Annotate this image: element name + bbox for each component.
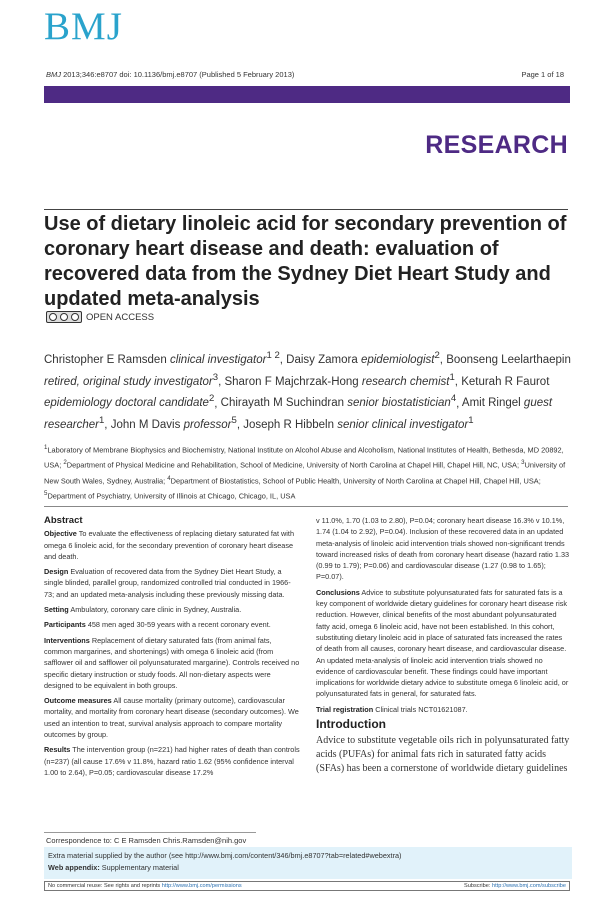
abstract-column-right xyxy=(316,515,570,776)
author-name: Daisy Zamora xyxy=(286,353,358,366)
author-name: Boonseng Leelarthaepin xyxy=(446,353,571,366)
subscribe-label: Subscribe: xyxy=(464,883,492,889)
web-appendix-link[interactable]: Supplementary material xyxy=(101,863,179,872)
affiliation-marker: 4 xyxy=(167,474,171,482)
affiliation-marker: 5 xyxy=(44,489,48,497)
author-role: senior clinical investigator xyxy=(337,419,469,432)
web-appendix-label: Web appendix: xyxy=(48,863,100,872)
author xyxy=(286,350,440,366)
results-text: The intervention group (n=221) had higher rates of death than controls (n=237) (all cause 17.6% v 11.8%, hazard ratio 1.62 (95% confidence interval 1.00 to 2.64), P=0.05; cardiovascular disease 17.2% xyxy=(44,745,300,777)
setting-label: Setting xyxy=(44,605,69,615)
abstract-results-continued: v 11.0%, 1.70 (1.03 to 2.80), P=0.04; coronary heart disease 16.3% v 10.1%, 1.74 (1.04 to 2.92), P=0.04). Inclusion of these recovered data in an updated meta-analysis of linoleic acid intervention trials showed non-significant trends toward increased risks of death from coronary heart disease (hazard ratio 1.33 (0.99 to 1.79); P=0.06) and cardiovascular disease (1.27 (0.98 to 1.65); P=0.07). xyxy=(316,516,570,582)
author-role: professor xyxy=(183,419,232,432)
abstract-heading: Abstract xyxy=(44,515,83,526)
author-name: Keturah R Faurot xyxy=(461,375,550,388)
section-label: RESEARCH xyxy=(425,131,568,159)
introduction-heading: Introduction xyxy=(316,717,386,732)
affiliation-marker: 2 xyxy=(63,459,67,467)
affiliation-text: Department of Psychiatry, University of Illinois at Chicago, Chicago, IL, USA xyxy=(47,491,296,501)
author-name: Christopher E Ramsden xyxy=(44,353,167,366)
permissions-link[interactable]: http://www.bmj.com/permissions xyxy=(161,883,242,889)
trial-text: Clinical trials NCT01621087. xyxy=(375,704,468,714)
author-affiliation-marker: 1 xyxy=(449,371,455,383)
abstract-trial-registration xyxy=(316,704,570,715)
author-affiliation-marker: 2 xyxy=(208,393,215,405)
interventions-label: Interventions xyxy=(44,635,90,645)
subscribe-note xyxy=(464,883,566,889)
affiliation-marker: 1 xyxy=(44,444,48,451)
citation-details: 2013;346:e8707 doi: 10.1136/bmj.e8707 (Published 5 February 2013) xyxy=(61,70,295,79)
author-role: epidemiology doctoral candidate xyxy=(44,397,209,410)
page-number: Page 1 of 18 xyxy=(521,70,564,79)
author-role: clinical investigator xyxy=(169,353,267,366)
footnote-rule xyxy=(44,832,256,833)
citation-line xyxy=(46,70,294,79)
conclusions-label: Conclusions xyxy=(316,587,360,597)
affiliation-text: Department of Biostatistics, School of Public Health, University of North Carolina at Chapel Hill, Chapel Hill, USA; xyxy=(170,476,541,485)
author-role: guest researcher xyxy=(44,397,553,432)
correspondence-note: Correspondence to: C E Ramsden Chris.Ramsden@nih.gov xyxy=(46,836,247,845)
author xyxy=(243,415,474,432)
objective-text: To evaluate the effectiveness of replacing dietary saturated fat with omega 6 linoleic acid, for the secondary prevention of coronary heart disease and death. xyxy=(44,529,295,561)
affiliation-text: University of New South Wales, Sydney, Australia; xyxy=(44,460,566,485)
abstract-conclusions xyxy=(316,587,570,700)
citation-journal: BMJ xyxy=(46,70,61,79)
setting-text: Ambulatory, coronary care clinic in Sydney, Australia. xyxy=(70,605,242,615)
author xyxy=(220,393,457,410)
outcomes-label: Outcome measures xyxy=(44,696,112,706)
author-affiliation-marker: 1 xyxy=(98,415,105,427)
open-access-label: OPEN ACCESS xyxy=(86,311,155,323)
trial-label: Trial registration xyxy=(316,704,374,714)
abstract-participants xyxy=(44,619,300,630)
abstract-results xyxy=(44,744,300,778)
abstract-design xyxy=(44,566,300,600)
author-affiliation-marker: 1 2 xyxy=(266,350,280,361)
open-access-row xyxy=(46,311,154,323)
footer-bar xyxy=(44,881,570,891)
author-role: retired, original study investigator xyxy=(44,375,213,388)
author-affiliation-marker: 1 xyxy=(468,415,474,427)
author-name: Chirayath M Suchindran xyxy=(220,397,345,410)
design-text: Evaluation of recovered data from the Sydney Diet Heart Study, a single blinded, parallel group, randomized controlled trial conducted in 1966-73; and an updated meta-analysis including these previously missing data. xyxy=(44,567,291,599)
author-affiliation-marker: 4 xyxy=(450,393,457,405)
author-affiliation-marker: 5 xyxy=(231,415,237,427)
author-name: Joseph R Hibbeln xyxy=(243,419,334,432)
author xyxy=(44,350,280,366)
conclusions-text: Advice to substitute polyunsaturated fats for saturated fats is a key component of worldwide dietary guidelines for coronary heart disease risk reduction. However, clinical benefits of the most abundant polyunsaturated fatty acid, omega 6 linoleic acid, have not been established. In this cohort, substituting dietary linoleic acid in place of saturated fats increased the rates of death from all causes, coronary heart disease, and cardiovascular disease. An updated meta-analysis of linoleic acid intervention trials showed no evidence of cardiovascular benefit. These findings could have important implications for worldwide dietary advice to substitute omega 6 linoleic acid, or polyunsaturated fats in general, for saturated fats. xyxy=(316,587,569,699)
reuse-label: No commercial reuse: See rights and reprints xyxy=(48,883,162,889)
author xyxy=(110,415,237,432)
design-label: Design xyxy=(44,567,69,577)
affiliation-marker: 3 xyxy=(521,459,525,467)
subscribe-link[interactable]: http://www.bmj.com/subscribe xyxy=(492,883,566,889)
abstract-column-left xyxy=(44,515,300,782)
author-list: Christopher E Ramsden clinical investigator$^{1 2}$, Daisy Zamora epidemiologist$^2$, Boonseng Leelarthaepin retired, original study investigator$^3$, Sharon F Majchrzak-Hong research chemist$^1$, Keturah R Faurot epidemiology doctoral candidate$^2$, Chirayath M Suchindran senior biostatistician$^4$, Amit Ringel guest researcher$^1$, John M Davis professor$^5$, Joseph R Hibbeln senior clinical investigator$^1$ xyxy=(44,350,571,432)
section-divider xyxy=(44,506,568,507)
web-appendix-note xyxy=(48,863,179,872)
participants-label: Participants xyxy=(44,620,86,630)
abstract-outcomes xyxy=(44,695,300,740)
extra-material-note: Extra material supplied by the author (see http://www.bmj.com/content/346/bmj.e8707?tab=related#webextra) xyxy=(48,851,402,860)
author-name: John M Davis xyxy=(110,419,181,432)
author-name: Sharon F Majchrzak-Hong xyxy=(224,375,359,388)
author-affiliation-marker: 3 xyxy=(212,371,219,383)
author-affiliation-marker: 2 xyxy=(434,350,440,361)
affiliation-text: Laboratory of Membrane Biophysics and Biochemistry, National Institute on Alcohol Abuse and Alcoholism, National Institutes of Health, Bethesda, MD 20892, USA; xyxy=(44,445,564,470)
affiliations xyxy=(44,442,574,503)
author-role: epidemiologist xyxy=(360,353,435,366)
title-rule xyxy=(44,209,568,210)
abstract-setting xyxy=(44,604,300,615)
introduction-text: Advice to substitute vegetable oils rich in polyunsaturated fatty acids (PUFAs) for animal fats rich in saturated fatty acids (SFAs) has been a cornerstone of worldwide dietary guidelines xyxy=(316,735,570,775)
header-band xyxy=(44,86,570,103)
author-role: research chemist xyxy=(361,375,450,388)
participants-text: 458 men aged 30-59 years with a recent coronary event. xyxy=(87,620,271,630)
author-name: Amit Ringel xyxy=(461,397,521,410)
outcomes-text: All cause mortality (primary outcome), cardiovascular mortality, and mortality from coronary heart disease (secondary outcomes). We used an intention to treat, survival analysis approach to compare mortality outcomes by group. xyxy=(44,696,299,740)
reuse-note xyxy=(48,883,242,889)
abstract-objective xyxy=(44,528,300,562)
author xyxy=(224,371,455,388)
objective-label: Objective xyxy=(44,529,77,539)
author-role: senior biostatistician xyxy=(347,397,451,410)
abstract-interventions xyxy=(44,635,300,691)
bmj-logo[interactable]: BMJ xyxy=(44,5,123,48)
interventions-text: Replacement of dietary saturated fats (from animal fats, common margarines, and shortenings) with omega 6 linoleic acid (from safflower oil and safflower oil polyunsaturated margarine). Controls received no specific dietary instruction or study foods. All non-dietary aspects were designed to be equivalent in both groups. xyxy=(44,635,300,690)
results-label: Results xyxy=(44,745,71,755)
affiliation-text: Department of Physical Medicine and Rehabilitation, School of Medicine, University of North Carolina at Chapel Hill, Chapel Hill, NC, USA; xyxy=(66,460,522,470)
creative-commons-icon xyxy=(46,311,82,323)
article-title: Use of dietary linoleic acid for secondary prevention of coronary heart disease and death: evaluation of recovered data from the Sydney Diet Heart Study and updated meta-analysis xyxy=(44,213,567,310)
